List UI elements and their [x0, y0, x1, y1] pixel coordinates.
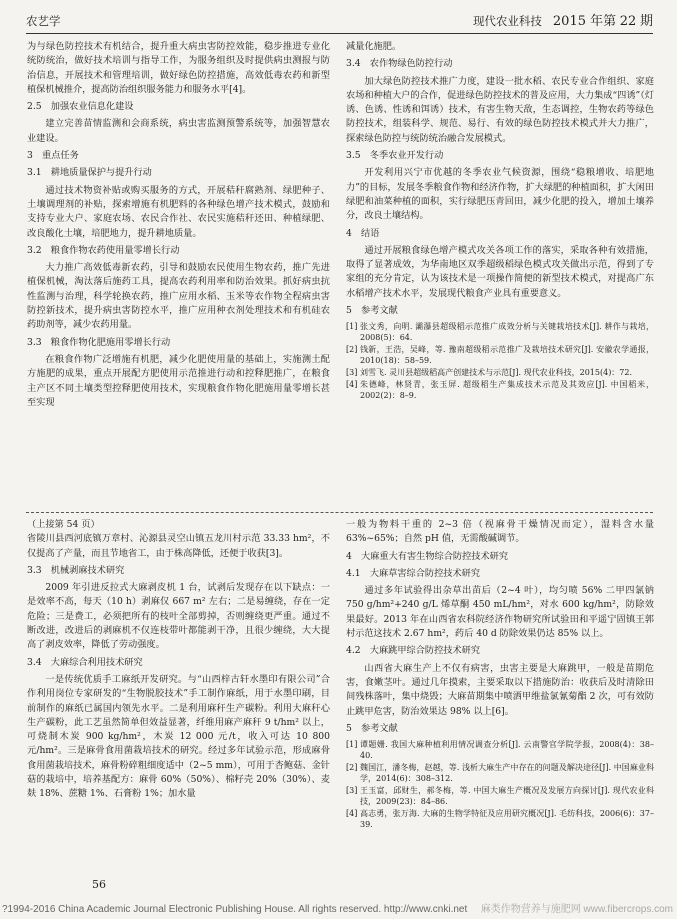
subsection-heading: 3.3 粮食作物化肥施用零增长行动 — [27, 336, 171, 348]
subsection-heading: 2.5 加强农业信息化建设 — [27, 101, 134, 113]
journal-issue — [473, 10, 653, 33]
paragraph: 通过开展粮食绿色增产模式攻关各项工作的落实，采取各种有效措施，取得了显著成效，为华南地区双季超级稻绿色模式攻关做出示范，得到了专家组的充分肯定，认为该技术是一项操作简便的新型技术模式，对提高广东水稻增产技术水平，发展现代粮食产业具有重要意义。 — [346, 244, 654, 299]
section-label: 农艺学 — [26, 14, 61, 28]
paragraph: 在粮食作物广泛增施有机肥，减少化肥使用量的基础上，实施测土配方施肥的成果，重点开展配方肥使用示范推进行动和控释肥推广，在粮食主产区不同土壤类型控释肥使用技术，实现粮食作物化肥施用量零增长甚至实现 — [27, 353, 330, 408]
reference-item: [1] 谭题姗. 我国大麻种植利用情况调查分析[J]. 云南警官学院学报，2008(4)：38–40. — [346, 740, 654, 761]
subsection-heading: 3.2 粮食作物农药使用量零增长行动 — [27, 244, 180, 256]
paragraph: 建立完善苗情监测和会商系统，病虫害监测预警系统等，加强智慧农业建设。 — [27, 118, 330, 144]
copyright-footer: ?1994-2016 China Academic Journal Electronic Publishing House. All rights reserved. http://www.cnki.net — [2, 904, 468, 915]
paragraph: 大力推广高效低毒新农药，引导和鼓励农民使用生物农药，推广先进植保机械，淘汰落后施药工具，提高农药利用率和防治效果。抓好病虫抗性监测与治理，科学轮换农药，推广应用水稻、玉米等农作物全程病虫害防控新技术，提升病虫害防控水平，推广应用种衣剂处理技术和有机硅农药助剂等，减少农药用量。 — [27, 262, 330, 331]
paragraph: 减量化施肥。 — [346, 41, 402, 52]
watermark-text: 麻类作物营养与施肥网 www.fibercrops.com — [480, 904, 673, 915]
subsection-heading: 4.2 大麻跳甲综合防控技术研究 — [346, 645, 481, 657]
paragraph: 加大绿色防控技术推广力度，建设一批水稻、农民专业合作组织、家庭农场和种植大户的合作，促进绿色防控技术的普及应用，大力集成“四诱”（灯诱、色诱、性诱和饵诱）技术，有害生物天敌，生态调控，生物农药等绿色防控技术，组装科学、规范、易行、有效的绿色防控技术模式并大力推广，探索绿色防控与统防统治融合发展模式。 — [346, 75, 654, 144]
paragraph: 省陵川县西河底镇万章村、沁源县灵空山镇五龙川村示范 33.33 hm²，不仅提高了产量，而且节地省工，由于株高降低，还便于收获[3]。 — [27, 533, 330, 559]
paragraph: 通过技术物资补贴或购买服务的方式，开展秸秆腐熟剂、绿肥种子、土壤调理剂的补贴，探索增施有机肥料的各种绿色增产技术模式，鼓励和支持专业大户、家庭农场、农民合作社、农民实施秸秆还田、种植绿肥、改良酸化土壤，培肥地力，提升耕地质量。 — [27, 184, 330, 239]
subsection-heading: 4.1 大麻草害综合防控技术研究 — [346, 567, 481, 579]
lower-left-column — [27, 518, 330, 802]
paragraph: 2009 年引进反拉式大麻剥皮机 1 台，试剥后发现存在以下缺点：一是效率不高，每天（10 h）剥麻仅 667 m² 左右；二是易缠绕，存在一定危险；三是费工，必须把所有的枝叶全部剪掉，否则缠绕更严重。通过不断改进，改进后的剥麻机不仅连枝带叶都能剥干净，且很少缠绕，大大提高了剥皮效率，降低了劳动强度。 — [27, 582, 330, 651]
paragraph: 山西省大麻生产上不仅有病害，虫害主要是大麻跳甲，一般是苗期危害，食嫩茎叶。通过几年摸索，主要采取以下措施防治：收获后及时清除田间残株落叶，集中烧毁；大麻苗期集中喷洒甲维盐氯氰菊酯 2 次，可有效防止跳甲危害，防治效果达 98% 以上[6]。 — [346, 662, 654, 717]
article-divider — [26, 512, 653, 513]
reference-item: [3] 王玉富，邱财生，郝冬梅，等. 中国大麻生产概况及发展方向探讨[J]. 现代农业科技，2009(23)：84–86. — [346, 786, 654, 807]
issue-suffix: 期 — [639, 14, 653, 29]
paragraph: 通过多年试验得出杂草出苗后（2~4 叶），均匀喷 56% 二甲四氯钠 750 g/hm²+240 g/L 烯草酮 450 mL/hm²，对水 600 kg/hm²，防除效果最好。2013 年在山西省农科院经济作物研究所试验田和平遥宁固镇王郭村示范这技术 2.67 hm²，药后 40 d 防除效果仍达 85% 以上。 — [346, 585, 654, 640]
upper-left-column — [27, 40, 330, 410]
reference-item: [4] 朱德峰，林贤青，张玉屏. 超级稻生产集成技术示范及其效应[J]. 中国稻米，2002(2)：8–9. — [346, 380, 654, 401]
subsection-heading: 3.4 大麻综合利用技术研究 — [27, 656, 143, 668]
reference-list — [346, 321, 654, 401]
issue-number: 22 — [619, 14, 637, 29]
reference-item: [4] 高志勇，张万海. 大麻的生物学特征及应用研究概况[J]. 毛纺科技，2006(6)：37–39. — [346, 809, 654, 830]
reference-item: [1] 张文秀，向明. 灞瀑县超级稻示范推广成效分析与关键栽培技术[J]. 耕作与栽培，2008(5)：64. — [346, 322, 654, 343]
page-number: 56 — [92, 878, 106, 891]
header-rule — [26, 33, 653, 34]
upper-right-column — [346, 40, 654, 402]
subsection-heading: 3.5 冬季农业开发行动 — [346, 150, 444, 162]
section-heading: 3 重点任务 — [27, 150, 79, 162]
paragraph: 为与绿色防控技术有机结合，提升重大病虫害防控效能，稳步推进专业化统防统治，做好技术培训与指导工作，为服务组织及时提供病虫测报与防治信息，开展技术和管理培训，做好绿色防控措施，高效低毒农药和新型植保机械推介，提高防治组织服务能力和服务水平[4]。 — [27, 41, 330, 95]
reference-item: [2] 钱新，王浩，吴峰，等. 豫南超级稻示范推广及栽培技术研究[J]. 安徽农学通报，2010(18)：58–59. — [346, 345, 654, 366]
continuation-label: （上接第 54 页） — [27, 519, 100, 530]
section-heading: 4 结语 — [346, 227, 380, 239]
paragraph: 一般为物料干重的 2~3 倍（视麻骨干燥情况而定），湿料含水量 63%~65%；自然 pH 值，无需酸碱调节。 — [346, 519, 654, 545]
subsection-heading: 3.4 农作物绿色防控行动 — [346, 58, 453, 70]
subsection-heading: 3.3 机械剥麻技术研究 — [27, 564, 125, 576]
section-heading: 5 参考文献 — [346, 722, 398, 734]
paragraph: 一是传统优质手工麻纸开发研究。与“山西梓古轩水墨印有限公司”合作利用岗位专家研发的“生物脱胶技术”手工制作麻纸，用于水墨印刷，目前制作的麻纸已属国内领先水平。二是利用麻秆生产碳粉。利用大麻秆心生产碳粉，此工艺虽然简单但效益显著，纤维用麻产麻秆 9 t/hm² 以上，可烧制木炭 900 kg/hm²，木炭 12 000 元/t，收入可达 10 800 元/hm²。三是麻骨食用菌栽培技术的研究。经过多年试验示范，形成麻骨食用菌栽培技术，麻骨粉碎粗细度适中（2~5 mm），可用于杏鲍菇、金针菇的栽培中，培养基配方：麻骨 60%（50%）、棉籽壳 20%（30%）、麦麸 18%、蔗糖 1%、石膏粉 1%；加水量 — [27, 673, 330, 800]
reference-item: [3] 刘雪飞. 灵川县超级稻高产创建技术与示范[J]. 现代农业科技，2015(4)：72. — [346, 368, 633, 378]
section-heading: 4 大麻重大有害生物综合防控技术研究 — [346, 550, 509, 562]
lower-right-column — [346, 518, 654, 831]
reference-item: [2] 魏国江，潘冬梅，赵越，等. 浅析大麻生产中存在的问题及解决途径[J]. 中国麻业科学，2014(6)：308–312. — [346, 763, 654, 784]
page-header — [26, 10, 653, 32]
journal-name: 现代农业科技 — [472, 14, 542, 28]
paragraph: 开发利用兴宁市优越的冬季农业气候资源，围绕“稳粮增收、培肥地力”的目标，发展冬季粮食作物和经济作物，扩大绿肥的种植面积，扩大闲田绿肥和油菜种植的面积，实行绿肥压青回田，减少化肥的投入，增加土壤养分，改良土壤结构。 — [346, 167, 654, 222]
reference-list — [346, 739, 654, 830]
subsection-heading: 3.1 耕地质量保护与提升行动 — [27, 167, 152, 179]
year-issue-prefix: 2015 年第 — [552, 14, 617, 29]
section-heading: 5 参考文献 — [346, 305, 398, 317]
